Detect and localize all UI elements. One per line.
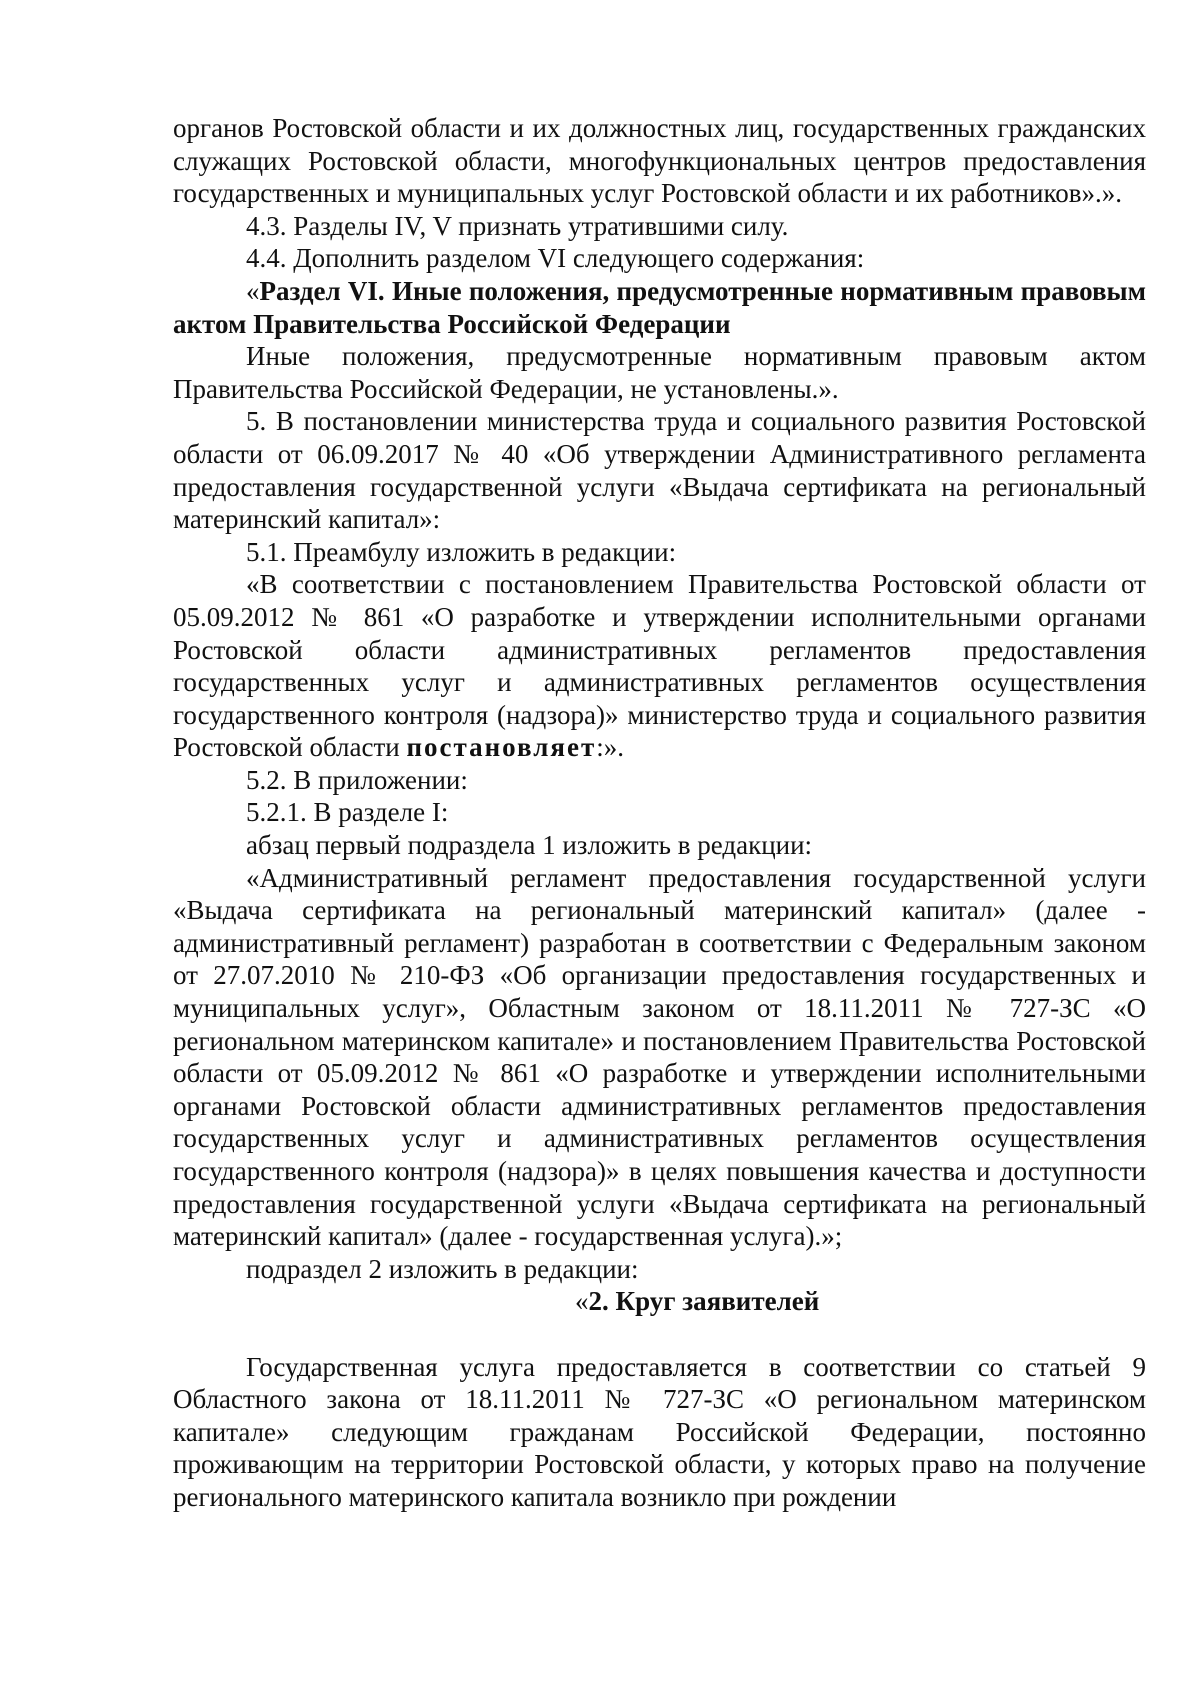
paragraph-5-2: 5.2. В приложении: [246,764,468,795]
paragraph-5: 5. В постановлении министерства труда и социального развития Ростовской области от 06.09.2017 № 40 «Об утверждении Административного регламента предоставления государственной услуги «Выдача сертификата на региональный материнский капитал»: [173,406,1146,535]
preamble-keyword: постановляет [406,732,597,763]
paragraph-5-2-1: 5.2.1. В разделе I: [246,797,449,828]
preamble-main: «В соответствии с постановлением Правительства Ростовской области от 05.09.2012 № 861 «О разработке и утверждении исполнительными органами Ростовской области административных регламентов предоставления государственных услуг и административных регламентов осуществления государственного контроля (надзора)» министерство труда и социального развития Ростовской области [173,569,1146,763]
applicants-paragraph: Государственная услуга предоставляется в соответствии со статьей 9 Областного закона от 18.11.2011 № 727-ЗС «О региональном материнском капитале» следующим гражданам Российской Федерации, постоянно проживающим на территории Ростовской области, у которых право на получение регионального материнского капитала возникло при рождении [173,1351,1146,1512]
paragraph-5-1: 5.1. Преамбулу изложить в редакции: [246,536,677,567]
section-vi-body: Иные положения, предусмотренные нормативным правовым актом Правительства Российской Федерации, не установлены.». [173,341,1146,404]
paragraph-continuation: органов Ростовской области и их должностных лиц, государственных гражданских служащих Ростовской области, многофункциональных центров предоставления государственных и муниципальных услуг Ростовской области и их работников».». [173,113,1146,209]
blank-line [173,1318,1146,1351]
section-vi-title-text: Раздел VI. Иные положения, предусмотренные нормативным правовым актом Правительства Российской Федерации [173,275,1146,339]
section-vi-title [173,275,1146,340]
subsection-2-heading [173,1285,1146,1318]
section-vi-quote: « [246,275,260,306]
preamble-end: :». [596,732,624,763]
paragraph-abzac: абзац первый подраздела 1 изложить в редакции: [246,830,813,861]
paragraph-subsection-2: подраздел 2 изложить в редакции: [246,1253,639,1284]
paragraph-4-3: 4.3. Разделы IV, V признать утратившими силу. [246,210,789,241]
preamble-text [173,568,1146,764]
document-page [173,112,1146,1514]
subsection-2-heading-text: 2. Круг заявителей [588,1286,820,1317]
paragraph-4-4: 4.4. Дополнить разделом VI следующего содержания: [246,243,865,274]
subsection-2-quote: « [575,1286,589,1317]
regulation-paragraph: «Административный регламент предоставления государственной услуги «Выдача сертификата на региональный материнский капитал» (далее - административный регламент) разработан в соответствии с Федеральным законом от 27.07.2010 № 210-ФЗ «Об организации предоставления государственных и муниципальных услуг», Областным законом от 18.11.2011 № 727-ЗС «О региональном материнском капитале» и постановлением Правительства Ростовской области от 05.09.2012 № 861 «О разработке и утверждении исполнительными органами Ростовской области административных регламентов предоставления государственных услуг и административных регламентов осуществления государственного контроля (надзора)» в целях повышения качества и доступности предоставления государственной услуги «Выдача сертификата на региональный материнский капитал» (далее - государственная услуга).»; [173,862,1146,1252]
